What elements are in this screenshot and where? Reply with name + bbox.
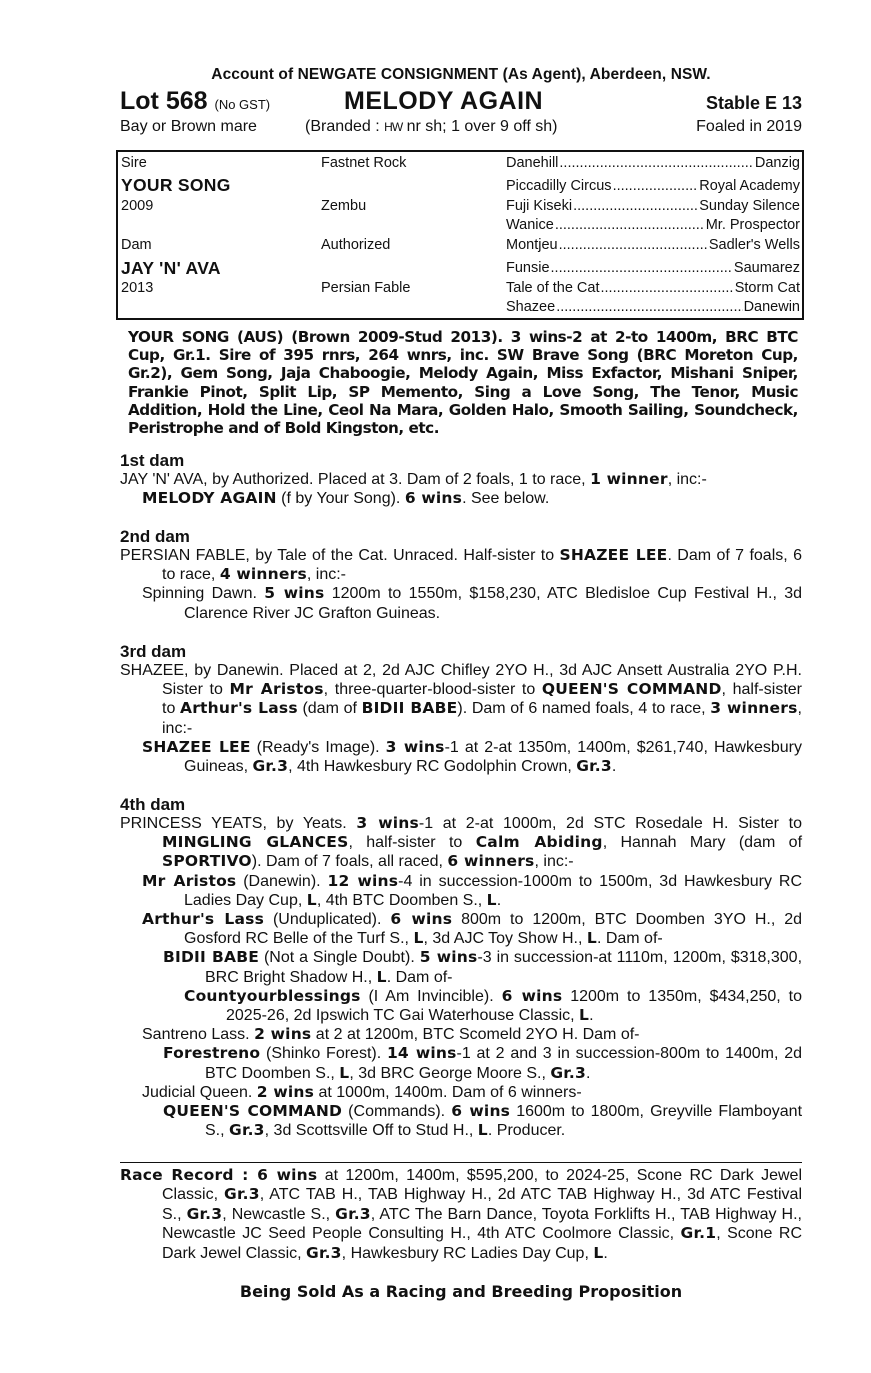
race-record	[120, 1162, 802, 1263]
lot-label: Lot 568	[120, 87, 208, 115]
progeny-entry: Judicial Queen. 2 wins at 1000m, 1400m. Dam of 6 winners-	[142, 1082, 582, 1101]
progeny-entry: Mr Aristos (Danewin). 12 wins-4 in succession-1000m to 1500m, 3d Hawkesbury RC Ladies Day Cup, L, 4th BTC Doomben S., L.	[142, 871, 802, 909]
horse-description: Bay or Brown mare	[120, 118, 257, 135]
horse-name: MELODY AGAIN	[344, 87, 544, 115]
second-dam-text: PERSIAN FABLE, by Tale of the Cat. Unraced. Half-sister to SHAZEE LEE. Dam of 7 foals, 6 to race, 4 winners, inc:-	[120, 546, 802, 584]
brand-description	[305, 118, 558, 136]
foaled-year: Foaled in 2019	[696, 118, 802, 135]
ancestor-row: Tale of the Cat ..... Storm Cat	[506, 280, 800, 296]
fourth-dam-section	[120, 795, 802, 1140]
first-dam-text: JAY 'N' AVA, by Authorized. Placed at 3. Dam of 2 foals, 1 to race, 1 winner, inc:-	[120, 470, 707, 488]
sire-name: YOUR SONG	[121, 175, 231, 195]
stable-number: Stable E 13	[705, 93, 802, 113]
ancestor-row: Danehill ..... Danzig	[506, 155, 800, 171]
grandsire-3: Authorized	[321, 237, 391, 253]
pedigree-table	[116, 150, 804, 320]
third-dam-progeny: SHAZEE LEE (Ready's Image). 3 wins-1 at 2-at 1350m, 1400m, $261,740, Hawkesbury Guineas, Gr.3, 4th Hawkesbury RC Godolphin Crown, Gr.3.	[142, 737, 802, 776]
brand-post: nr sh; 1 over 9 off sh)	[402, 118, 558, 135]
race-record-label: Race Record : 6 wins	[120, 1166, 318, 1184]
grandsire-4: Persian Fable	[321, 280, 411, 296]
race-record-text: Race Record : 6 wins at 1200m, 1400m, $595,200, to 2024-25, Scone RC Dark Jewel Classic, Gr.3, ATC TAB H., TAB Highway H., 2d ATC TAB Highway H., 3d ATC Festival S., Gr.3, Newcastle S., Gr.3, ATC The Barn Dance, Toyota Forklifts H., TAB Highway H., Newcastle JC Seed People Consulting H., 4th ATC Coolmore Classic, Gr.1, Scone RC Dark Jewel Classic, Gr.3, Hawkesbury RC Ladies Day Cup, L.	[120, 1166, 803, 1262]
progeny-entry: Countyourblessings (I Am Invincible). 6 wins 1200m to 1350m, $434,250, to 2025-26, 2d Ipswich TC Gai Waterhouse Classic, L.	[184, 986, 802, 1025]
ancestor-row: Shazee ..... Danewin	[506, 299, 800, 315]
dam-label: Dam	[121, 237, 152, 253]
first-dam-progeny: MELODY AGAIN (f by Your Song). 6 wins. See below.	[142, 489, 550, 508]
second-dam-progeny: Spinning Dawn. 5 wins 1200m to 1550m, $158,230, ATC Bledisloe Cup Festival H., 3d Clarence River JC Grafton Guineas.	[142, 584, 803, 622]
ancestor-row: Wanice ..... Mr. Prospector	[506, 217, 800, 233]
ancestor-row: Funsie ..... Saumarez	[506, 260, 800, 276]
dam-name: JAY 'N' AVA	[121, 258, 221, 278]
ancestor-row: Fuji Kiseki ..... Sunday Silence	[506, 198, 800, 214]
first-dam-section	[120, 451, 802, 508]
second-dam-section	[120, 527, 802, 623]
second-dam-heading: 2nd dam	[120, 527, 190, 546]
lot-number	[120, 87, 270, 116]
grandsire-2: Zembu	[321, 198, 367, 214]
progeny-entry: Forestreno (Shinko Forest). 14 wins-1 at 2 and 3 in succession-800m to 1400m, 2d BTC Doomben S., L, 3d BRC George Moore S., Gr.3.	[163, 1044, 803, 1082]
lot-note: (No GST)	[214, 97, 271, 112]
third-dam-heading: 3rd dam	[120, 642, 187, 661]
grandsire-1: Fastnet Rock	[321, 155, 407, 171]
ancestor-row: Piccadilly Circus ..... Royal Academy	[506, 178, 800, 194]
brand-pre: (Branded :	[305, 118, 385, 135]
fourth-dam-text: PRINCESS YEATS, by Yeats. 3 wins-1 at 2-at 1000m, 2d STC Rosedale H. Sister to MINGLING GLANCES, half-sister to Calm Abiding, Hannah Mary (dam of SPORTIVO). Dam of 7 foals, all raced, 6 winners, inc:-	[120, 814, 803, 871]
ancestor-row: Montjeu ..... Sadler's Wells	[506, 237, 800, 253]
consignor-line: Account of NEWGATE CONSIGNMENT (As Agent), Aberdeen, NSW.	[211, 66, 711, 83]
progeny-entry: BIDII BABE (Not a Single Doubt). 5 wins-3 in succession-at 1110m, 1200m, $318,300, BRC Bright Shadow H., L. Dam of-	[163, 948, 803, 986]
sire-label: Sire	[121, 155, 147, 171]
fourth-dam-heading: 4th dam	[120, 795, 186, 814]
progeny-entry: Santreno Lass. 2 wins at 2 at 1200m, BTC Scomeld 2YO H. Dam of-	[142, 1025, 640, 1044]
sire-year: 2009	[121, 198, 154, 214]
sale-proposition: Being Sold As a Racing and Breeding Proposition	[239, 1282, 683, 1301]
progeny-entry: QUEEN'S COMMAND (Commands). 6 wins 1600m to 1800m, Greyville Flamboyant S., Gr.3, 3d Scottsville Off to Stud H., L. Producer.	[163, 1102, 803, 1140]
description-line	[120, 118, 802, 140]
sire-summary: YOUR SONG (AUS) (Brown 2009-Stud 2013). 3 wins-2 at 2-to 1400m, BRC BTC Cup, Gr.1. Sire of 395 rnrs, 264 wnrs, inc. SW Brave Song (BRC Moreton Cup, Gr.2), Gem Song, Jaja Chaboogie, Melody Again, Miss Exfactor, Mishani Sniper, Frankie Pinot, Split Lip, SP Memento, Sing a Love Song, The Tenor, Music Addition, Hold the Line, Ceol Na Mara, Golden Halo, Smooth Sailing, Soundcheck, Peristrophe and of Bold Kingston, etc.	[128, 328, 798, 438]
brand-mark: HW	[384, 120, 403, 134]
third-dam-text: SHAZEE, by Danewin. Placed at 2, 2d AJC Chifley 2YO H., 3d AJC Ansett Australia 2YO P.H. Sister to Mr Aristos, three-quarter-blood-sister to QUEEN'S COMMAND, half-sister to Arthur's Lass (dam of BIDII BABE). Dam of 6 named foals, 4 to race, 3 winners, inc:-	[120, 662, 802, 737]
first-dam-heading: 1st dam	[120, 451, 185, 470]
lot-header	[120, 87, 802, 117]
dam-year: 2013	[121, 280, 154, 296]
progeny-entry: Arthur's Lass (Unduplicated). 6 wins 800m to 1200m, BTC Doomben 3YO H., 2d Gosford RC Belle of the Turf S., L, 3d AJC Toy Show H., L. Dam of-	[142, 910, 802, 948]
third-dam-section	[120, 642, 802, 776]
